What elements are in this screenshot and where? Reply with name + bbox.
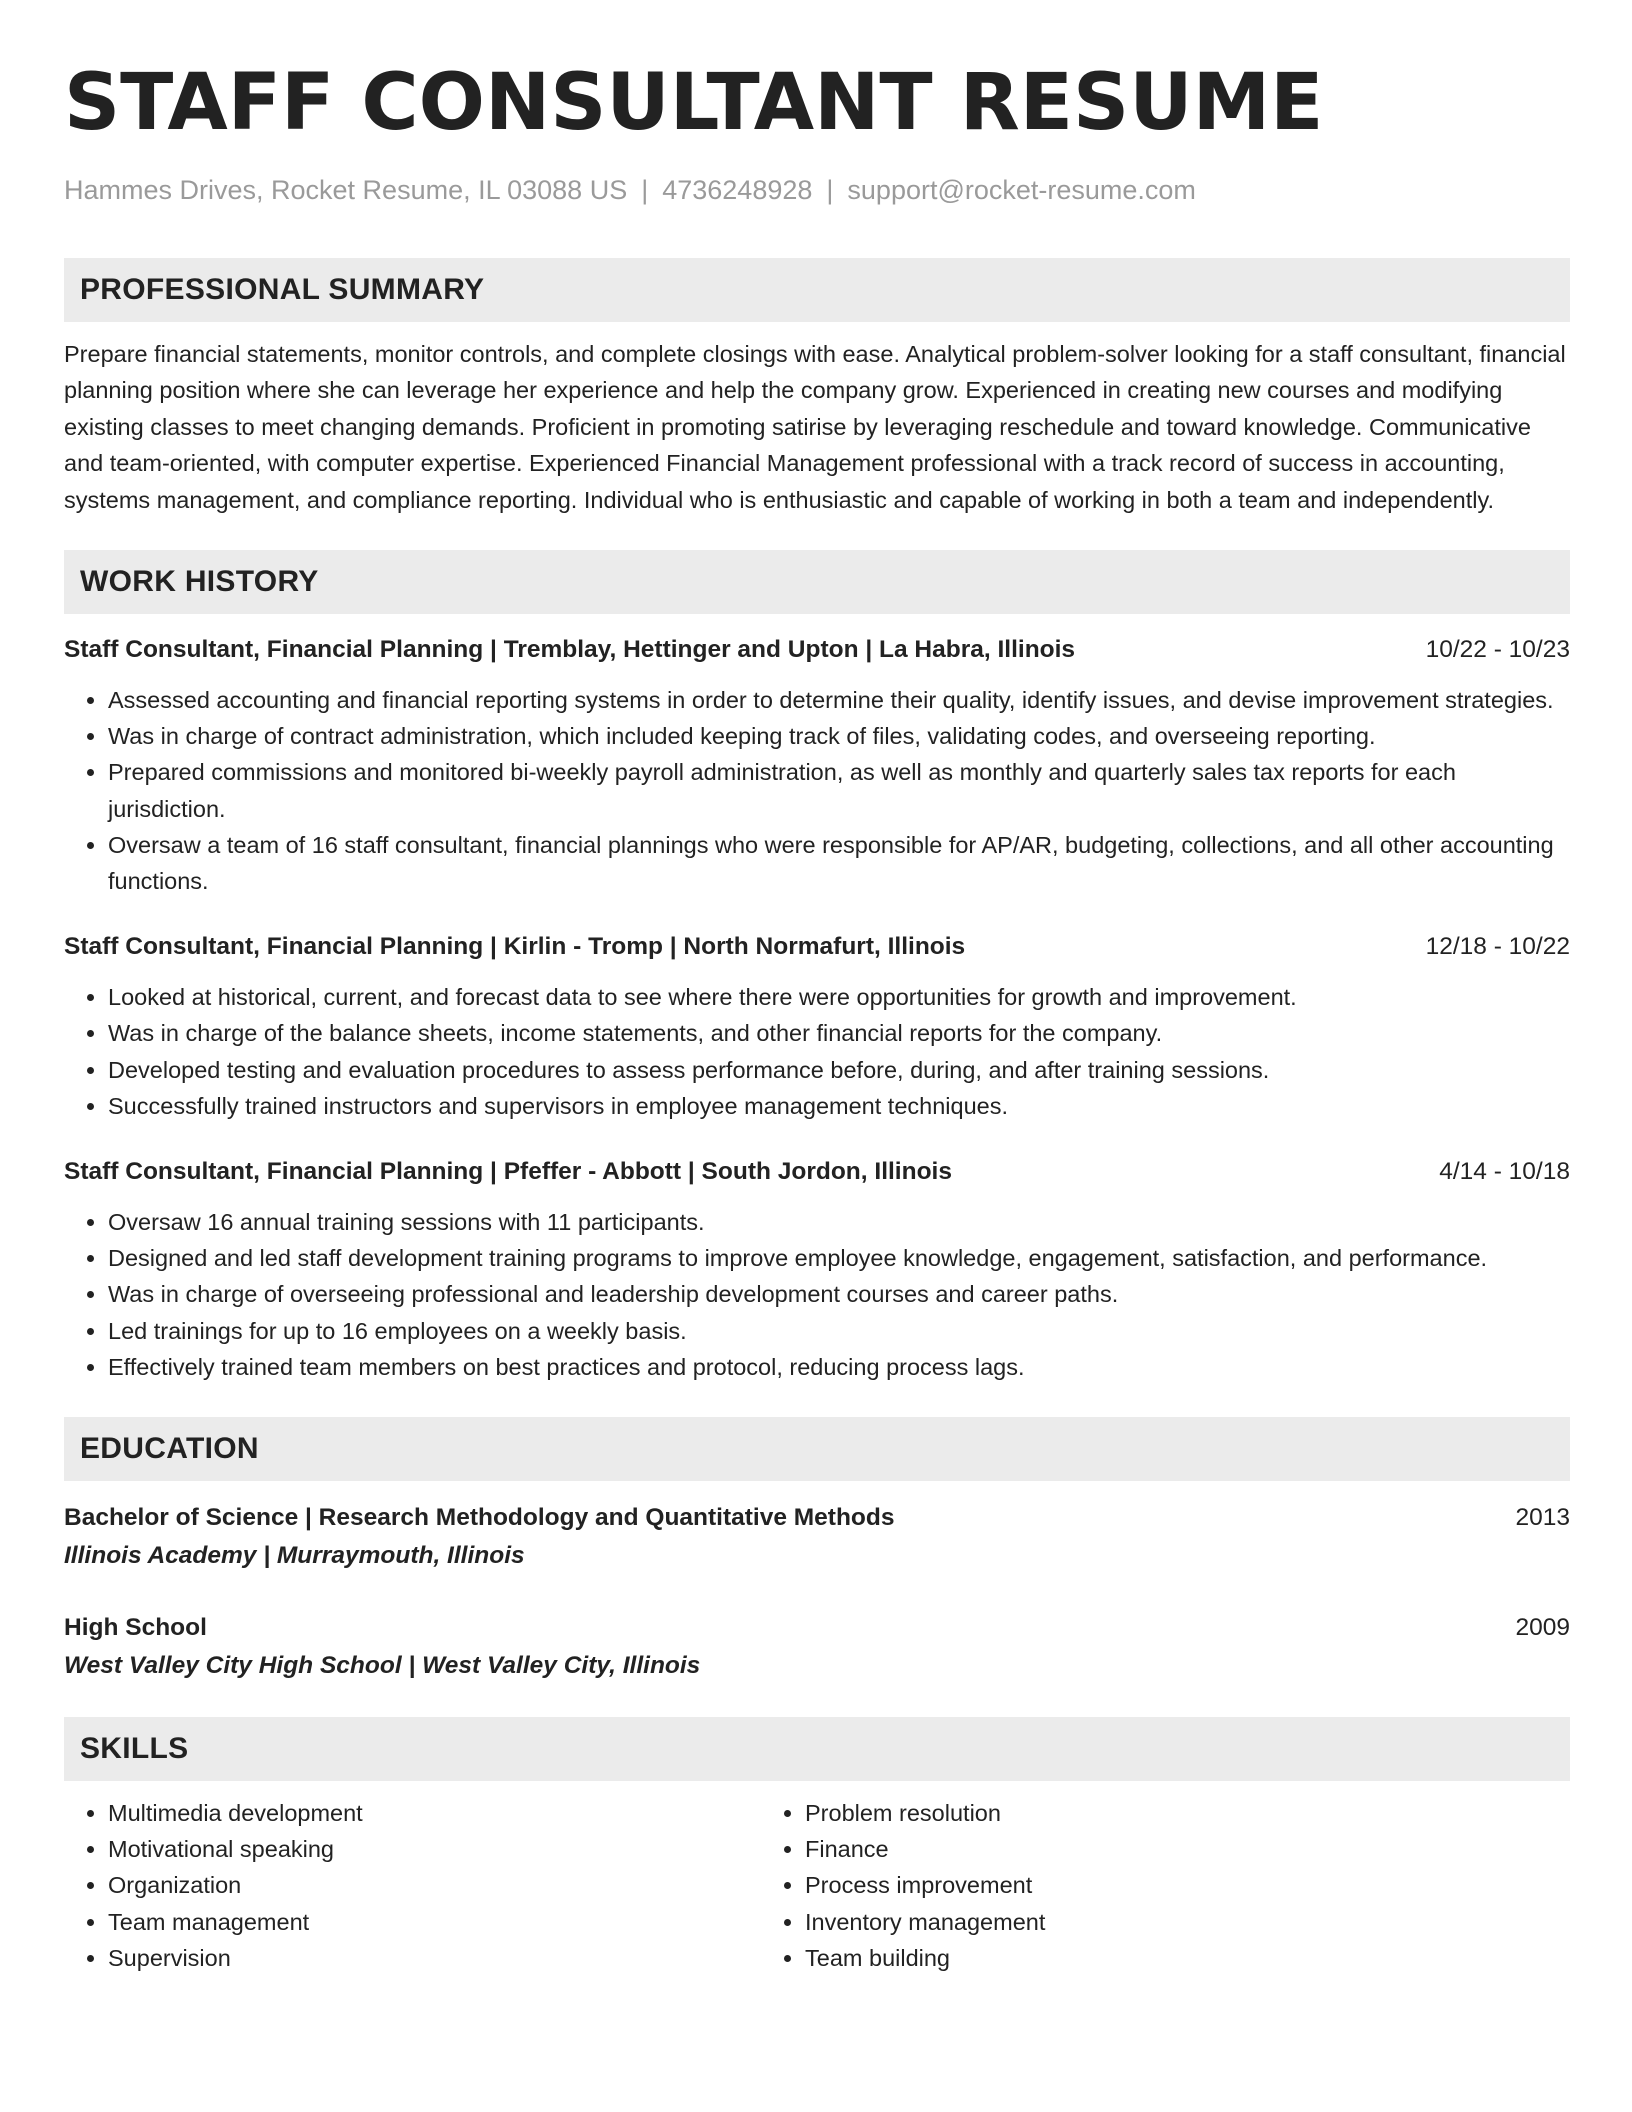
- job-title: Staff Consultant, Financial Planning | Pfeffer - Abbott | South Jordon, Illinois: [64, 1158, 952, 1186]
- skill-item: • Inventory management: [805, 1904, 1458, 1940]
- skills-column-right: [761, 1795, 1458, 1976]
- skill-item: • Supervision: [108, 1940, 761, 1976]
- job-title: Staff Consultant, Financial Planning | Tremblay, Hettinger and Upton | La Habra, Illinois: [64, 636, 1076, 664]
- skills-column-left: [64, 1795, 761, 1976]
- education-school: West Valley City High School | West Valley City, Illinois: [64, 1652, 701, 1680]
- education-entry: [64, 1609, 1570, 1685]
- contact-line: [64, 172, 1570, 208]
- job-heading: [64, 929, 1570, 965]
- job-entry: [64, 929, 1570, 1124]
- job-bullet: • Assessed accounting and financial reporting systems in order to determine their quality, identify issues, and devise improvement strategies.: [108, 682, 1570, 718]
- job-bullets: [64, 979, 1570, 1124]
- contact-email: support@rocket-resume.com: [847, 175, 1196, 205]
- job-bullet: • Prepared commissions and monitored bi-weekly payroll administration, as well as monthly and quarterly sales tax reports for each jurisdiction.: [108, 754, 1570, 826]
- job-bullet: • Was in charge of the balance sheets, income statements, and other financial reports for the company.: [108, 1015, 1570, 1051]
- section-header-summary: PROFESSIONAL SUMMARY: [64, 258, 1570, 322]
- job-bullets: [64, 682, 1570, 899]
- job-bullet: • Oversaw a team of 16 staff consultant, financial plannings who were responsible for AP/AR, budgeting, collections, and all other accounting functions.: [108, 827, 1570, 899]
- contact-phone: 4736248928: [662, 175, 813, 205]
- resume-page: [64, 56, 1570, 1976]
- education-year: 2009: [1515, 1614, 1570, 1642]
- job-bullet: • Looked at historical, current, and forecast data to see where there were opportunities for growth and improvement.: [108, 979, 1570, 1015]
- education-heading: [64, 1609, 1570, 1647]
- skill-item: • Finance: [805, 1831, 1458, 1867]
- skill-item: • Organization: [108, 1867, 761, 1903]
- education-heading: [64, 1499, 1570, 1537]
- job-heading: [64, 632, 1570, 668]
- section-header-skills: SKILLS: [64, 1717, 1570, 1781]
- job-bullet: • Was in charge of overseeing professional and leadership development courses and career paths.: [108, 1276, 1570, 1312]
- skill-item: • Team management: [108, 1904, 761, 1940]
- job-bullet: • Led trainings for up to 16 employees on a weekly basis.: [108, 1313, 1570, 1349]
- job-dates: 10/22 - 10/23: [1425, 636, 1570, 664]
- job-entry: [64, 1154, 1570, 1385]
- education-entry: [64, 1499, 1570, 1575]
- contact-separator: |: [826, 175, 834, 205]
- job-bullet: • Successfully trained instructors and supervisors in employee management techniques.: [108, 1088, 1570, 1124]
- job-bullet: • Effectively trained team members on best practices and protocol, reducing process lags.: [108, 1349, 1570, 1385]
- job-bullets: [64, 1204, 1570, 1385]
- resume-title: STAFF CONSULTANT RESUME: [64, 58, 1324, 148]
- job-bullet: • Developed testing and evaluation procedures to assess performance before, during, and after training sessions.: [108, 1052, 1570, 1088]
- summary-text: Prepare financial statements, monitor controls, and complete closings with ease. Analytical problem-solver looking for a staff consultant, financial planning position where she can leverage her experience and help the company grow. Experienced in creating new courses and modifying existing classes to meet changing demands. Proficient in promoting satirise by leveraging reschedule and toward knowledge. Communicative and team-oriented, with computer expertise. Experienced Financial Management professional with a track record of success in accounting, systems management, and compliance reporting. Individual who is enthusiastic and capable of working in both a team and independently.: [64, 341, 1566, 513]
- job-dates: 4/14 - 10/18: [1439, 1158, 1570, 1186]
- job-dates: 12/18 - 10/22: [1425, 933, 1570, 961]
- education-year: 2013: [1515, 1504, 1570, 1532]
- education-degree: Bachelor of Science | Research Methodology and Quantitative Methods: [64, 1504, 895, 1532]
- section-header-work-history: WORK HISTORY: [64, 550, 1570, 614]
- job-entry: [64, 632, 1570, 899]
- skill-item: • Problem resolution: [805, 1795, 1458, 1831]
- contact-separator: |: [641, 175, 649, 205]
- job-title: Staff Consultant, Financial Planning | Kirlin - Tromp | North Normafurt, Illinois: [64, 933, 966, 961]
- skill-item: • Motivational speaking: [108, 1831, 761, 1867]
- job-bullet: • Oversaw 16 annual training sessions with 11 participants.: [108, 1204, 1570, 1240]
- skill-item: • Process improvement: [805, 1867, 1458, 1903]
- skill-item: • Team building: [805, 1940, 1458, 1976]
- contact-address: Hammes Drives, Rocket Resume, IL 03088 US: [64, 175, 628, 205]
- education-school: Illinois Academy | Murraymouth, Illinois: [64, 1542, 525, 1570]
- job-bullet: • Designed and led staff development training programs to improve employee knowledge, engagement, satisfaction, and performance.: [108, 1240, 1570, 1276]
- skill-item: • Multimedia development: [108, 1795, 761, 1831]
- section-header-education: EDUCATION: [64, 1417, 1570, 1481]
- job-heading: [64, 1154, 1570, 1190]
- skills-list: [64, 1795, 1570, 1976]
- job-bullet: • Was in charge of contract administration, which included keeping track of files, validating codes, and overseeing reporting.: [108, 718, 1570, 754]
- education-degree: High School: [64, 1614, 207, 1642]
